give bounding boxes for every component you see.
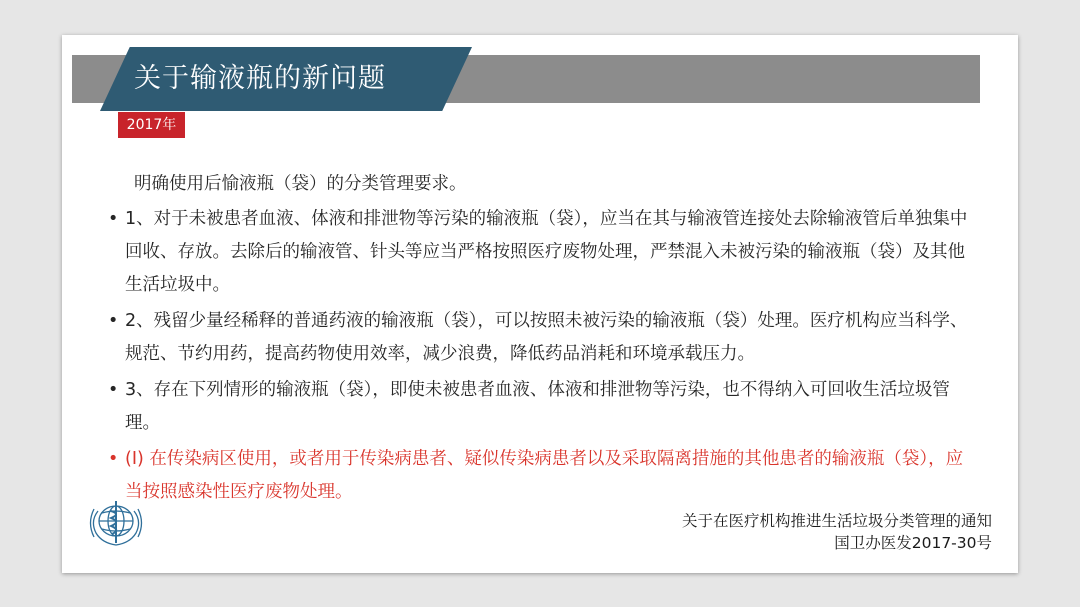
list-item-highlighted — [108, 443, 978, 509]
bullet-marker: • — [108, 449, 119, 469]
source-document-number: 国卫办医发2017-30号 — [834, 534, 992, 552]
list-item — [108, 203, 978, 302]
list-item — [108, 374, 978, 440]
list-item — [108, 305, 978, 371]
slide — [62, 35, 1018, 573]
list-item-text: 3、存在下列情形的输液瓶（袋），即使未被患者血液、体液和排泄物等污染，也不得纳入可回收生活垃圾管理。 — [125, 380, 950, 433]
source-citation — [682, 510, 992, 554]
slide-title: 关于输液瓶的新问题 — [134, 63, 386, 94]
source-title: 关于在医疗机构推进生活垃圾分类管理的通知 — [681, 512, 992, 530]
list-item-text: (Ⅰ) 在传染病区使用，或者用于传染病患者、疑似传染病患者以及采取隔离措施的其他患者的输液瓶（袋），应当按照感染性医疗废物处理。 — [125, 449, 964, 502]
bullet-marker: • — [108, 380, 119, 400]
who-emblem-icon — [84, 495, 148, 551]
intro-text: 明确使用后愉液瓶（袋）的分类管理要求。 — [134, 174, 467, 194]
bullet-list — [108, 203, 978, 512]
list-item-text: 1、对于未被患者血液、体液和排泄物等污染的输液瓶（袋），应当在其与输液管连接处去除输液管后单独集中回收、存放。去除后的输液管、针头等应当严格按照医疗废物处理，严禁混入未被污染的输液瓶（袋）及其他生活垃圾中。 — [125, 209, 968, 295]
bullet-marker: • — [108, 311, 119, 331]
bullet-marker: • — [108, 209, 119, 229]
list-item-text: 2、残留少量经稀释的普通药液的输液瓶（袋），可以按照未被污染的输液瓶（袋）处理。医疗机构应当科学、规范、节约用药，提高药物使用效率，减少浪费，降低药品消耗和环境承载压力。 — [125, 311, 968, 364]
year-badge: 2017年 — [118, 112, 185, 138]
